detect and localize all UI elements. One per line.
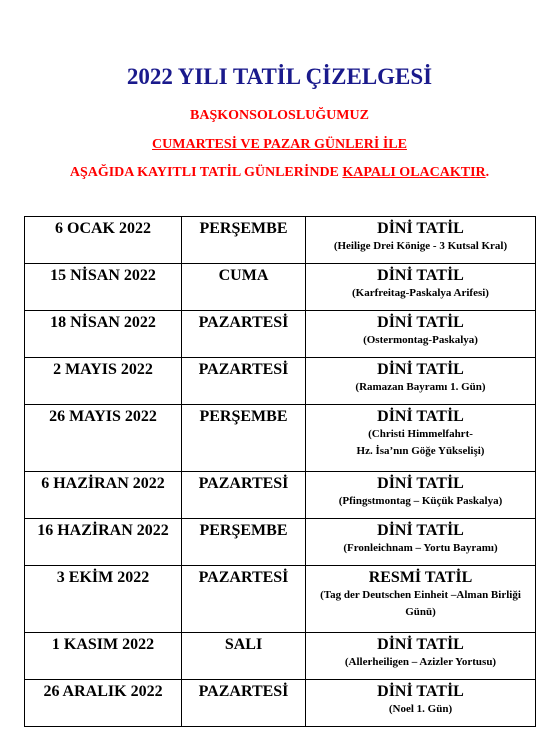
holiday-type: DİNİ TATİL — [377, 220, 464, 237]
holiday-row — [25, 358, 536, 405]
holiday-type: RESMİ TATİL — [368, 569, 473, 586]
holiday-day: PAZARTESİ — [182, 358, 306, 405]
holiday-date: 26 ARALIK 2022 — [25, 680, 182, 727]
holiday-type-cell — [306, 633, 536, 680]
holiday-type-cell — [306, 217, 536, 264]
holiday-day: PAZARTESİ — [182, 566, 306, 633]
holiday-type: DİNİ TATİL — [377, 314, 464, 331]
holiday-type-cell — [306, 680, 536, 727]
notice-line-3-period: . — [485, 165, 490, 180]
holiday-note: (Noel 1. Gün) — [388, 703, 453, 715]
holiday-date: 26 MAYIS 2022 — [25, 405, 182, 472]
holiday-day: PAZARTESİ — [182, 311, 306, 358]
holiday-type: DİNİ TATİL — [377, 361, 464, 378]
holiday-day: SALI — [182, 633, 306, 680]
holiday-day: PAZARTESİ — [182, 472, 306, 519]
notice-line-3-text: AŞAĞIDA KAYITLI TATİL GÜNLERİNDE — [69, 165, 343, 180]
holiday-type-cell — [306, 519, 536, 566]
holiday-row — [25, 264, 536, 311]
holiday-date: 18 NİSAN 2022 — [25, 311, 182, 358]
holiday-date: 6 OCAK 2022 — [25, 217, 182, 264]
holiday-date: 16 HAZİRAN 2022 — [25, 519, 182, 566]
holiday-date: 2 MAYIS 2022 — [25, 358, 182, 405]
page-title: 2022 YILI TATİL ÇİZELGESİ — [126, 64, 433, 89]
holiday-date: 15 NİSAN 2022 — [25, 264, 182, 311]
holiday-type: DİNİ TATİL — [377, 522, 464, 539]
holiday-note: (Christi Himmelfahrt- — [368, 428, 473, 440]
holiday-row — [25, 311, 536, 358]
holiday-note: (Karfreitag-Paskalya Arifesi) — [352, 287, 489, 299]
holiday-type: DİNİ TATİL — [377, 683, 464, 700]
holiday-note: (Tag der Deutschen Einheit –Alman Birliği — [320, 589, 521, 601]
holiday-row — [25, 566, 536, 633]
holiday-row — [25, 680, 536, 727]
holiday-note-continued: Hz. İsa’nın Göğe Yükselişi) — [356, 445, 485, 457]
notice-line-2: CUMARTESİ VE PAZAR GÜNLERİ İLE — [152, 137, 407, 152]
holiday-type: DİNİ TATİL — [377, 636, 464, 653]
holiday-type-cell — [306, 472, 536, 519]
holiday-row — [25, 633, 536, 680]
holiday-day: CUMA — [182, 264, 306, 311]
holiday-table — [24, 216, 536, 727]
holiday-row — [25, 405, 536, 472]
holiday-day: PERŞEMBE — [182, 217, 306, 264]
holiday-date: 6 HAZİRAN 2022 — [25, 472, 182, 519]
notice-line-1: BAŞKONSOLOSLUĞUMUZ — [190, 108, 369, 123]
holiday-type-cell — [306, 405, 536, 472]
holiday-row — [25, 217, 536, 264]
holiday-row — [25, 472, 536, 519]
holiday-day: PERŞEMBE — [182, 519, 306, 566]
holiday-row — [25, 519, 536, 566]
holiday-note-continued: Günü) — [405, 606, 436, 618]
holiday-type-cell — [306, 311, 536, 358]
holiday-type: DİNİ TATİL — [377, 267, 464, 284]
holiday-type-cell — [306, 264, 536, 311]
holiday-type-cell — [306, 566, 536, 633]
holiday-date: 3 EKİM 2022 — [25, 566, 182, 633]
holiday-note: (Fronleichnam – Yortu Bayramı) — [343, 542, 498, 554]
holiday-type: DİNİ TATİL — [377, 408, 464, 425]
holiday-note: (Allerheiligen – Azizler Yortusu) — [344, 656, 497, 668]
holiday-type: DİNİ TATİL — [377, 475, 464, 492]
holiday-day: PAZARTESİ — [182, 680, 306, 727]
holiday-type-cell — [306, 358, 536, 405]
notice-line-3 — [0, 165, 559, 181]
notice-line-3-emphasis: KAPALI OLACAKTIR — [342, 165, 486, 180]
holiday-note: (Ostermontag-Paskalya) — [363, 334, 478, 346]
holiday-note: (Heilige Drei Könige - 3 Kutsal Kral) — [333, 240, 508, 252]
holiday-date: 1 KASIM 2022 — [25, 633, 182, 680]
holiday-day: PERŞEMBE — [182, 405, 306, 472]
holiday-note: (Ramazan Bayramı 1. Gün) — [355, 381, 486, 393]
holiday-note: (Pfingstmontag – Küçük Paskalya) — [338, 495, 503, 507]
